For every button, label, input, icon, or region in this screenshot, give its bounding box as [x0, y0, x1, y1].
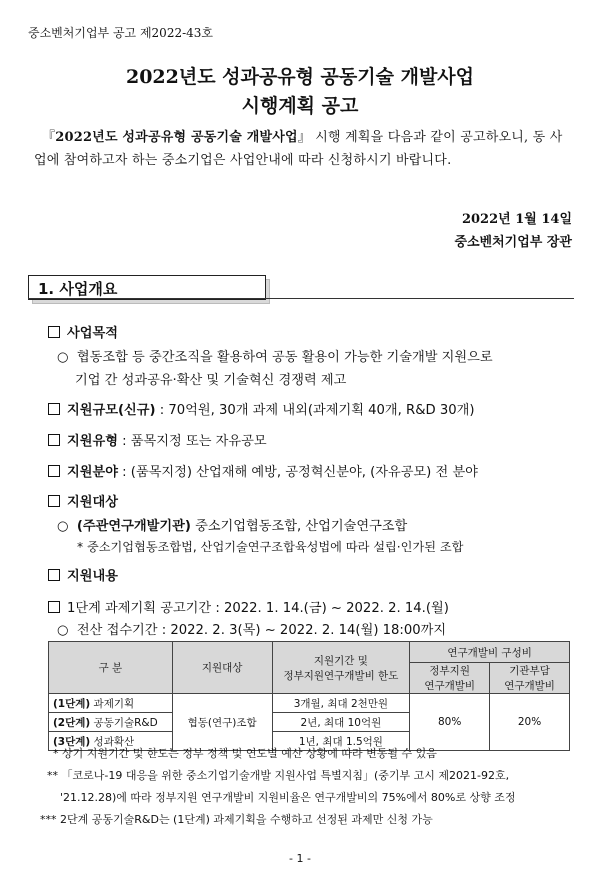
org-ratio-cell: 20%	[490, 694, 570, 751]
stage-cell	[49, 713, 173, 732]
type-value: : 품목지정 또는 자유공모	[122, 434, 267, 449]
period-cell: 3개월, 최대 2천만원	[272, 694, 410, 713]
stage-name: 공동기술R&D	[93, 716, 158, 729]
period-cell: 2년, 최대 10억원	[272, 713, 410, 732]
note-1: * 상기 지원기간 및 한도는 정부 정책 및 연도별 예산 상황에 따라 변동될 수 있음	[53, 747, 437, 760]
col-header-gov-line2: 연구개발비	[424, 680, 476, 692]
page-title-line2: 시행계획 공고	[241, 95, 359, 117]
col-header-ratio: 연구개발비 구성비	[410, 642, 570, 663]
scale-row	[48, 399, 475, 418]
intro-text: 시행 계획을 다음과 같이 공고하오니, 동 사업에 참여하고자 하는 중소기업은 사업안내에 따라 신청하시기 바랍니다.	[34, 130, 563, 168]
scale-value: : 70억원, 30개 과제 내외(과제기획 40개, R&D 30개)	[159, 403, 475, 418]
target-value: 중소기업협동조합, 산업기술연구조합	[195, 519, 408, 534]
content-line1: 1단계 과제기획 공고기간 : 2022. 1. 14.(금) ~ 2022. 2. 14.(월)	[67, 601, 449, 616]
target-cell: 협동(연구)조합	[172, 694, 272, 751]
purpose-heading-row	[48, 322, 118, 341]
intro-program-name: 2022년도 성과공유형 공동기술 개발사업	[55, 130, 298, 145]
note-2a: ** 「코로나-19 대응을 위한 중소기업기술개발 지원사업 특별지침」(중기부 고시 제2021-92호,	[47, 769, 510, 782]
section-title: 1. 사업개요	[38, 280, 118, 298]
checkbox-square-icon	[48, 465, 60, 477]
bullet-circle-icon: ○	[57, 623, 69, 638]
intro-close-bracket: 』	[297, 130, 311, 145]
col-header-period-line2: 정부지원연구개발비 한도	[283, 669, 399, 682]
checkbox-square-icon	[48, 326, 60, 338]
stage-label: (1단계)	[53, 697, 91, 710]
field-heading: 지원분야	[67, 465, 118, 480]
stage-cell	[49, 694, 173, 713]
page-number: - 1 -	[289, 852, 311, 865]
checkbox-square-icon	[48, 403, 60, 415]
note-3: *** 2단계 공동기술R&D는 (1단계) 과제기획을 수행하고 선정된 과제만 신청 가능	[40, 813, 433, 826]
purpose-line2: 기업 간 성과공유·확산 및 기술혁신 경쟁력 제고	[75, 373, 347, 388]
col-header-target: 지원대상	[172, 642, 272, 694]
checkbox-square-icon	[48, 569, 60, 581]
notice-number: 중소벤처기업부 공고 제2022-43호	[28, 26, 214, 40]
note-2b: '21.12.28)에 따라 정부지원 연구개발비 지원비율은 연구개발비의 75%에서 80%로 상향 조정	[60, 791, 516, 804]
intro-open-bracket: 『	[42, 130, 56, 145]
col-header-period	[272, 642, 410, 694]
checkbox-square-icon	[48, 495, 60, 507]
col-header-category: 구 분	[49, 642, 173, 694]
gov-ratio-cell: 80%	[410, 694, 490, 751]
target-note: * 중소기업협동조합법, 산업기술연구조합육성법에 따라 설립·인가된 조합	[77, 540, 464, 554]
col-header-org-line1: 기관부담	[509, 665, 550, 677]
col-header-gov	[410, 663, 490, 694]
purpose-line1: 협동조합 등 중간조직을 활용하여 공동 활용이 가능한 기술개발 지원으로	[76, 350, 493, 365]
field-row	[48, 461, 478, 480]
stage-name: 성과확산	[93, 735, 135, 748]
type-heading: 지원유형	[67, 434, 118, 449]
page-title-line1: 2022년도 성과공유형 공동기술 개발사업	[125, 66, 475, 88]
period-cell: 1년, 최대 1.5억원	[272, 732, 410, 751]
target-label: (주관연구개발기관)	[76, 519, 191, 534]
target-heading-row	[48, 491, 118, 510]
col-header-org	[490, 663, 570, 694]
col-header-gov-line1: 정부지원	[429, 665, 470, 677]
content-heading-row	[48, 565, 118, 584]
bullet-circle-icon: ○	[57, 519, 69, 534]
table-row	[49, 694, 570, 713]
purpose-heading: 사업목적	[67, 326, 118, 341]
bullet-circle-icon: ○	[57, 350, 69, 365]
field-value: : (품목지정) 산업재해 예방, 공정혁신분야, (자유공모) 전 분야	[122, 465, 478, 480]
content-line2: 전산 접수기간 : 2022. 2. 3(목) ~ 2022. 2. 14(월) 18:00까지	[76, 623, 447, 638]
checkbox-square-icon	[48, 434, 60, 446]
purpose-line1-row	[57, 346, 493, 365]
type-row	[48, 430, 267, 449]
issuer: 중소벤처기업부 장관	[454, 235, 572, 250]
stage-label: (3단계)	[53, 735, 91, 748]
col-header-period-line1: 지원기간 및	[313, 654, 368, 667]
content-line1-row	[48, 597, 449, 616]
stage-label: (2단계)	[53, 716, 91, 729]
target-heading: 지원대상	[67, 495, 118, 510]
section-divider	[28, 298, 574, 299]
intro-paragraph	[34, 126, 574, 172]
stage-name: 과제기획	[93, 697, 135, 710]
content-heading: 지원내용	[67, 569, 118, 584]
announcement-date: 2022년 1월 14일	[461, 212, 572, 227]
target-line-row	[57, 515, 407, 534]
scale-heading: 지원규모(신규)	[67, 403, 156, 418]
content-line2-row	[57, 619, 446, 638]
col-header-org-line2: 연구개발비	[504, 680, 555, 692]
support-table	[48, 641, 570, 751]
checkbox-square-icon	[48, 601, 60, 613]
